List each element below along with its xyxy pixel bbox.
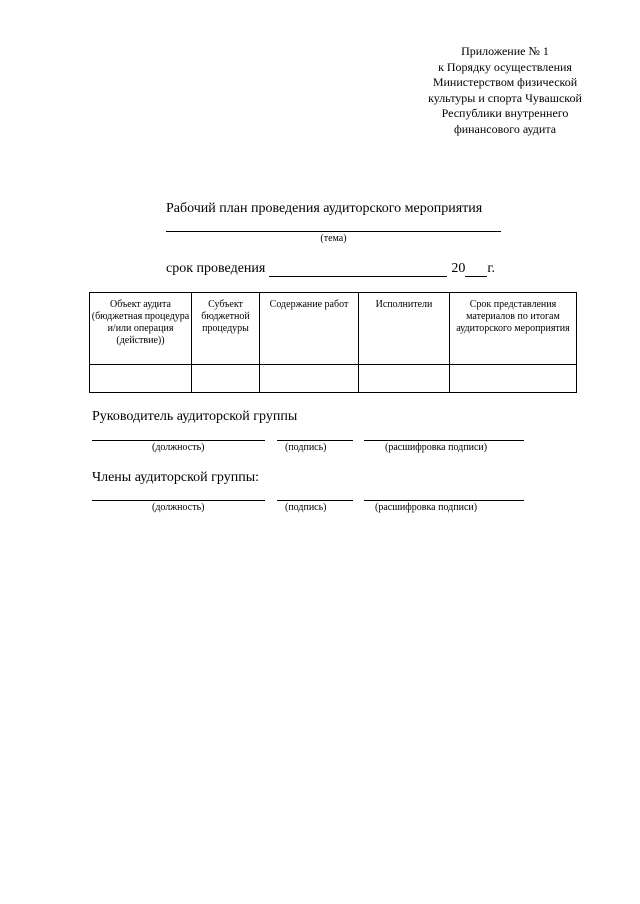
year-suffix: г. xyxy=(487,261,495,276)
appendix-block xyxy=(410,44,600,137)
period-row xyxy=(166,261,495,277)
topic-blank-line xyxy=(166,231,501,232)
appendix-line: к Порядку осуществления xyxy=(438,59,572,74)
header-procedure-subject: Субъект бюджетной процедуры xyxy=(192,293,260,365)
table-cell xyxy=(359,365,450,393)
members-signature-caption: (подпись) xyxy=(285,502,327,513)
leader-decoding-caption: (расшифровка подписи) xyxy=(385,442,488,453)
document-title: Рабочий план проведения аудиторского мероприятия xyxy=(166,201,483,216)
leader-signature-line xyxy=(277,440,353,441)
leader-position-line xyxy=(92,440,265,441)
table-cell xyxy=(450,365,577,393)
plan-table xyxy=(89,292,577,393)
topic-caption: (тема) xyxy=(320,233,347,244)
members-position-line xyxy=(92,500,265,501)
table-cell xyxy=(90,365,192,393)
year-prefix: 20 xyxy=(451,261,466,276)
appendix-line: Приложение № 1 xyxy=(461,44,549,58)
appendix-line: Министерством физической xyxy=(432,75,578,89)
table-header-row xyxy=(90,293,577,365)
period-label: срок проведения xyxy=(166,261,266,276)
header-work-content: Содержание работ xyxy=(260,293,359,365)
table-row xyxy=(90,365,577,393)
members-signature-line xyxy=(277,500,353,501)
header-audit-object: Объект аудита (бюджетная процедура и/или операция (действие)) xyxy=(90,293,192,365)
appendix-line: культуры и спорта Чувашской xyxy=(428,90,582,105)
table-cell xyxy=(192,365,260,393)
year-blank-line xyxy=(465,262,487,277)
leader-decoding-line xyxy=(364,440,524,441)
appendix-line: Республики внутреннего xyxy=(441,106,569,120)
header-submission-deadline: Срок представления материалов по итогам аудиторского мероприятия xyxy=(450,293,577,365)
members-position-caption: (должность) xyxy=(152,502,205,513)
leader-signature-caption: (подпись) xyxy=(285,442,327,453)
header-executors: Исполнители xyxy=(359,293,450,365)
members-decoding-caption: (расшифровка подписи) xyxy=(375,502,478,513)
members-heading: Члены аудиторской группы: xyxy=(92,470,260,485)
table-cell xyxy=(260,365,359,393)
leader-heading: Руководитель аудиторской группы xyxy=(92,409,298,424)
period-blank-line xyxy=(269,262,447,277)
members-decoding-line xyxy=(364,500,524,501)
appendix-line: финансового аудита xyxy=(453,121,557,136)
leader-position-caption: (должность) xyxy=(152,442,205,453)
